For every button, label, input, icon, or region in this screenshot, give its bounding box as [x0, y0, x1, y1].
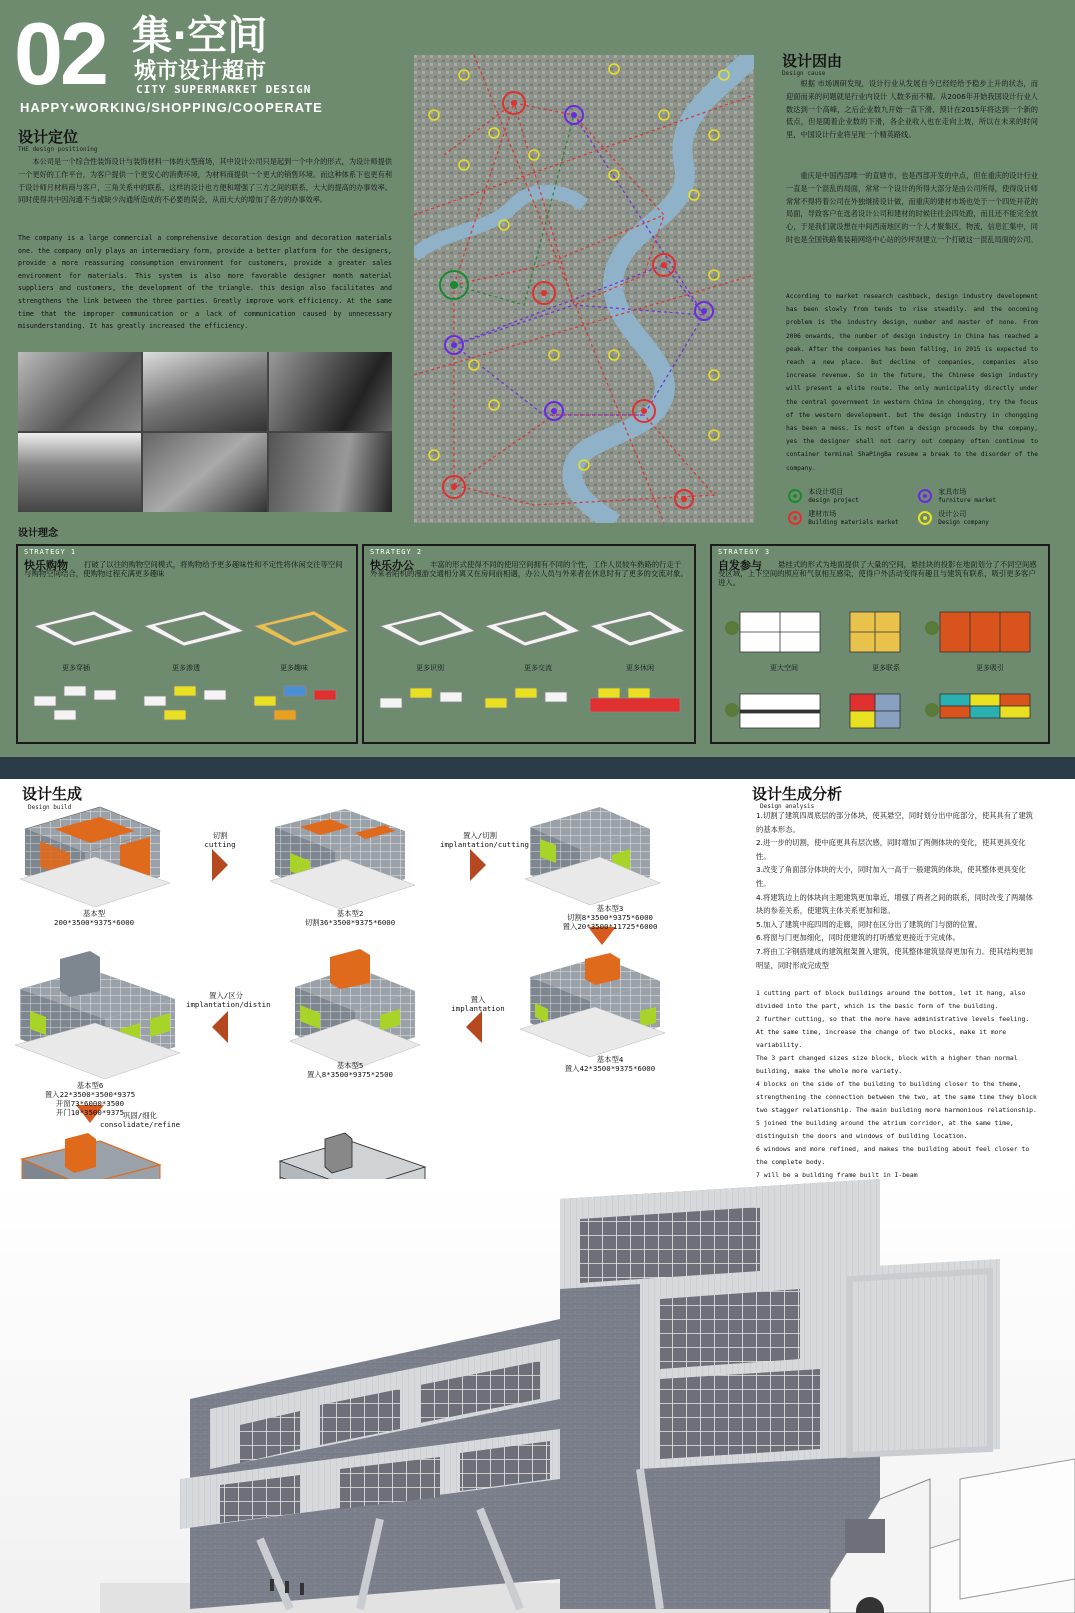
cause-body-cn-2: 重庆是中国西部唯一的直辖市，也是西部开发的中点，但在重庆的设计行业一直是一个混乱的局面，常常一个设计的所得大部分是由公司所得，使得设计师常常不得将着公司在外独继接设计做，而重庆的建材市场也处于一个四处开花的局面，导致客户在选者设计公司和建材的时候往往会四处跑，而且还不能完全放心，于是我们就设想在中间西南地区的一个人才聚集区，物流，信息汇集中，同时也是全国铁路集装箱网络中心站的沙坪坝建立一个打破这一混乱局面的公司。	[786, 171, 1038, 244]
legend-label-en: design project	[808, 497, 859, 504]
analysis-item: 3.改变了角面部分体块的大小，同时加入一高于一般建筑的体块，使其整体更具变化性。	[756, 865, 1026, 888]
strategy-tag: STRATEGY 1	[24, 548, 77, 556]
analysis-item-en: 7 will be a building frame built in I-beam	[756, 1171, 918, 1179]
arrow-right-icon	[212, 849, 228, 881]
strategy-step: 更多穿插	[62, 664, 90, 672]
step-label-en: cutting	[204, 840, 236, 849]
positioning-body-cn: 本公司是一个综合性装饰设计与装饰材料一体的大型商场，其中设计公司只是起到一个中介的形式，为设计师提供一个更好的工作平台，为客户提供一个更安心的消费环境，为材料商提供一个更大的销售环境。而这种体系下也更有利于设计师月材料商与客户，三角关系中的联系，这样的设计也方便和增强了三方之间的联系，大大的提高的办事效率。同时使得共中因沟通不当或缺少沟通所造成的不必要的误会，从而大大的增加了各方的办事效率。	[18, 157, 392, 205]
project-marker-icon	[788, 489, 802, 503]
analysis-item: 4.将建筑边上的体块向主题建筑更加靠近，增强了两者之间的联系，同时改变了两端体块的参差关系，使建筑主体关系更加和谐。	[756, 892, 1033, 916]
strategy-step: 更多休闲	[626, 664, 654, 672]
poster-title: 集·空间	[132, 13, 268, 59]
cause-heading-en: Design cause	[782, 70, 826, 77]
furniture-marker-icon	[918, 489, 932, 503]
strategy-tag: STRATEGY 2	[370, 548, 423, 556]
step-label-en: implantation	[451, 1004, 505, 1013]
build-heading: 设计生成	[22, 785, 83, 803]
step-caption	[186, 991, 271, 1009]
analysis-item-en: 1 cutting part of block buildings around the bottom, let it hang, also divided into the part, which is the basic form of the building.	[756, 989, 1026, 1010]
cause-body-en: According to market research cashback, design industry development has been slowly from tends to rise steadily. and the oncoming problem is the industry design, number and master of none. From 2006 onwards, the number of design industry in China has reached a peak. After the companies has been falling, in 2015 is expected to reach a new place. But decline of companies, companies also increase revenue. So in the future, the Chinese design industry will present a elite route. The only municipality directly under the central government in western China in chongqing, try the focus of the western development. but the design industry in chongqing has been a mess. Is most often a design proceeds by the company, yes the designer shall not carry out company often continue to container terminal ShaPingBa resume a break to the disorder of the company.	[786, 293, 1038, 472]
step-caption	[100, 1111, 180, 1129]
legend-label: 家具市场	[938, 488, 967, 496]
build-heading-en: Design build	[28, 804, 72, 811]
strategy-desc: 丰富的形式使得不同的使用空间拥有不同的个性，工作人员较车熟路的行走于外来者陌机的漫游交通相分离又在房间前相遇，办公人员与外来者在休息时有了更多的交流对象。	[370, 560, 688, 578]
photo-collage	[18, 352, 392, 512]
step-label: 基本型2	[336, 909, 364, 918]
step-label: 基本型	[82, 909, 106, 918]
bottom-panel	[0, 779, 1075, 1613]
step-spec: 开窗73*6000*3500	[55, 1099, 125, 1108]
step-spec: 切割36*3500*9375*6000	[304, 918, 396, 927]
arrow-left-icon	[466, 1011, 482, 1043]
poster-number: 02	[14, 4, 106, 103]
photo-market-street	[18, 433, 141, 512]
poster-slogan: HAPPY•WORKING/SHOPPING/COOPERATE	[20, 100, 323, 115]
positioning-heading-en: THE design positioning	[18, 146, 98, 153]
step-spec: 开门10*3500*9375	[55, 1108, 125, 1117]
strategy-1-panel	[16, 544, 358, 744]
legend-item-project	[788, 488, 908, 504]
legend-label-en: Building materials market	[808, 519, 899, 526]
analysis-heading: 设计生成分析	[752, 785, 843, 803]
legend-label: 建材市场	[808, 510, 837, 518]
strategy-step: 更多联系	[872, 664, 900, 672]
step-label: 置入/区分	[208, 991, 243, 1000]
step-caption	[560, 904, 660, 931]
top-panel	[0, 0, 1075, 757]
strategy-desc: 悬挂式的形式为地面提供了大量的空间，悬挂块的投影在地面划分了不同空间感受区域，上下空间的照应和气氛相互感染，使得户外活动变得有趣且与建筑有联系，吸引更多客户进入。	[718, 560, 1037, 587]
photo-workers	[143, 433, 266, 512]
step-label: 巩固/细化	[122, 1111, 157, 1120]
analysis-item-en: 5 joined the building around the atrium corridor, at the same time, distinguish the doors and windows of building location.	[756, 1119, 1014, 1140]
strategy-step: 更大空间	[770, 664, 798, 672]
step-label: 切割	[212, 831, 228, 840]
step-label: 置入	[470, 995, 486, 1004]
strategy-step: 更多识别	[416, 664, 444, 672]
step-caption	[560, 1055, 660, 1073]
analysis-item: 7.将由工字钢搭建成的建筑框架置入建筑，使其整体建筑显得更加有力。使其结构更加明显，同时形成完成型	[756, 946, 1033, 970]
materials-marker-icon	[788, 511, 802, 525]
step-label-en: implantation/cutting	[440, 840, 529, 849]
arrow-left-icon	[212, 1011, 228, 1043]
step-spec: 置入42*3500*9375*6000	[564, 1064, 656, 1073]
step-caption	[440, 831, 529, 849]
strategy-desc: 打破了以往的购物空间模式，将购物给予更多趣味性和不定性将休闲交往等空间与购物空间结合，使购物过程充满更多趣味	[24, 560, 343, 578]
step-caption	[448, 995, 508, 1013]
divider-band	[0, 757, 1075, 779]
step-caption	[190, 831, 250, 849]
site-map-graphic	[414, 55, 754, 523]
strategy-step: 更多吸引	[976, 664, 1004, 672]
analysis-list-cn	[756, 809, 1038, 972]
photo-office	[143, 352, 266, 431]
strategy-3-panel	[710, 544, 1050, 744]
analysis-item: 6.将窗与门更加细化，同时使建筑的打听感觉更接近于完成体。	[756, 933, 960, 943]
step-spec: 置入20*3500*11725*6000	[562, 922, 658, 931]
step-caption	[54, 909, 134, 927]
step-label-en: consolidate/refine	[100, 1120, 181, 1129]
photo-showroom	[18, 352, 141, 431]
step-label: 基本型6	[76, 1081, 104, 1090]
legend-label: 本设计项目	[808, 488, 844, 496]
concept-heading: 设计理念	[18, 528, 58, 539]
legend-item-furniture	[918, 488, 1038, 504]
step-spec: 200*3500*9375*6000	[54, 918, 135, 927]
legend-item-design-company	[918, 510, 1038, 526]
strategy-title: 快乐购物	[24, 559, 68, 572]
step-spec: 置入22*3500*3500*9375	[44, 1090, 136, 1099]
positioning-body-en: The company is a large commercial a comprehensive decoration design and decoration materials one. the company only plays an intermediary form, provide a better platform for the designers, provide a more reassuring consumption environment for customers, provide a greater sales environment for materials. This system is also more favorable designer month material suppliers and customers, the development of the triangle. this design also facilitates and strengthens the link between the three parties. Greatly improve work efficiency. At the same time that the improper communication or a lack of communication caused by unnecessary misunderstanding. It has greatly increased the efficiency.	[18, 234, 392, 331]
step-spec: 置入8*3500*9375*2500	[307, 1070, 393, 1079]
arrow-right-icon	[470, 849, 486, 881]
analysis-item-en: The 3 part changed sizes size block, block with a higher than normal building, make the whole more variety.	[756, 1054, 1018, 1075]
step-label: 基本型5	[336, 1061, 364, 1070]
design-company-marker-icon	[918, 511, 932, 525]
legend-label-en: furniture market	[938, 497, 997, 504]
poster-subtitle: 城市设计超市	[134, 59, 267, 84]
strategy-1-diagrams	[24, 606, 354, 742]
legend-label: 设计公司	[938, 510, 967, 518]
step-label: 基本型3	[596, 904, 624, 913]
analysis-item-en: 4 blocks on the side of the building to building closer to the theme, strengthening the connection between the two, at the same time they block two stagger relationship. The main building more harmonious relationship.	[756, 1080, 1037, 1114]
building-rendering	[0, 1179, 1075, 1613]
site-map	[414, 55, 754, 523]
strategy-step: 更多交流	[524, 664, 552, 672]
cause-body-cn-1: 根据 市场调研发现，设计行业从发展自今已经经给予稳步上升的状态，而迎面而来的问题就是行业内设计 人数多而不精。从2006年开始我国设计行业人数达到一个高峰，之后企业数九开始一直下滑，预计在2015年将达到一个新的低点，但是随着企业数的下滑，各企业收入也在走向上坡，所以在未来的时间里，中国设计行业将呈现一个精英路线。	[786, 79, 1038, 140]
analysis-item-en: 6 windows and more refined, and makes the building about feel closer to the complete body.	[756, 1145, 1030, 1166]
photo-gallery	[269, 352, 392, 431]
strategy-title: 自发参与	[718, 559, 762, 572]
strategy-2-panel	[362, 544, 696, 744]
legend-item-materials	[788, 510, 918, 526]
step-spec: 切割8*3500*9375*6000	[567, 913, 653, 922]
strategy-step: 更多渗透	[172, 664, 200, 672]
legend-label-en: Design company	[938, 519, 989, 526]
strategy-2-diagrams	[370, 606, 694, 742]
photo-shop	[269, 433, 392, 512]
analysis-item: 5.加入了建筑中庭四周的走廊，同时在区分出了建筑的门与窗的位置。	[756, 919, 982, 929]
strategy-3-diagrams	[720, 606, 1046, 742]
positioning-heading: 设计定位	[18, 128, 79, 146]
step-caption	[300, 1061, 400, 1079]
strategy-title: 快乐办公	[370, 559, 414, 572]
strategy-step: 更多趣味	[280, 664, 308, 672]
cause-heading: 设计因由	[782, 52, 843, 70]
analysis-item: 1.切割了建筑四周底层的部分体块，使其悬空，同时划分出中庭部分，使其具有了建筑的基本形态。	[756, 811, 1033, 834]
poster-subtitle-en: CITY SUPERMARKET DESIGN	[136, 83, 312, 96]
analysis-list-en	[756, 987, 1038, 1182]
analysis-heading-en: Design analysis	[760, 803, 815, 810]
analysis-item: 2.进一步的切割，使中庭更具有层次感，同时增加了两侧体块的变化，使其更具变化性。	[756, 838, 1026, 861]
step-label: 基本型4	[596, 1055, 624, 1064]
step-label-en: implantation/distin	[186, 1000, 271, 1009]
step-caption	[300, 909, 400, 927]
step-label: 置入/切割	[462, 831, 497, 840]
analysis-item-en: 2 further cutting, so that the more have administrative levels feeling. At the same time, increase the change of two blocks, make it more variability.	[756, 1015, 1030, 1049]
strategy-tag: STRATEGY 3	[718, 548, 771, 556]
